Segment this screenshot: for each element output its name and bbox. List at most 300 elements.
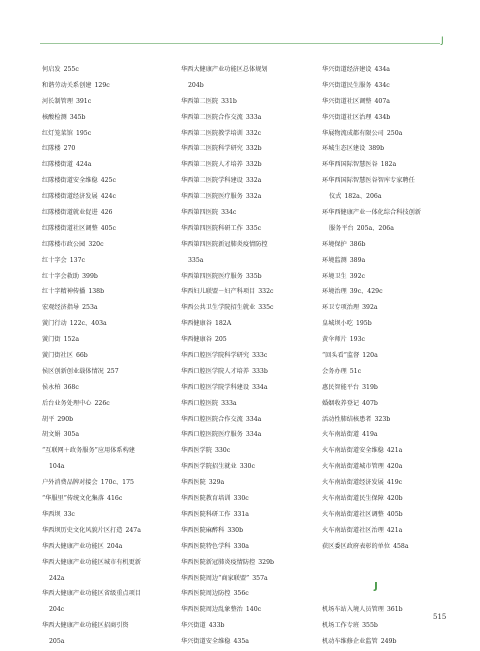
index-page-ref: 421a [386,447,403,455]
index-page-ref: 226c [94,399,110,407]
index-entry [322,62,450,78]
index-term: 黉门行动 [42,320,67,328]
index-page-ref: 330b [227,526,244,534]
index-term: 华西第四医院 [181,209,219,217]
index-entry [322,348,450,364]
index-term: 河长制管理 [42,97,73,105]
index-page-ref: 33c [63,510,75,518]
index-entry [181,491,316,507]
index-page-ref: 332a [245,177,262,185]
index-entry [181,443,316,459]
index-term: 红隊楼市政公园 [42,240,86,248]
index-term: 华兴街道 [181,622,206,630]
index-entry [322,253,450,269]
page-number: 515 [433,613,447,621]
index-term: 205a [49,638,65,646]
index-entry [181,316,316,332]
index-page-ref: 391c [75,97,92,105]
index-page-ref: 129c [94,81,110,89]
index-term: 环卫专项治理 [322,304,360,312]
index-term: 华西坝历史文化风貌片区打造 [42,526,123,534]
index-page-ref: 205 [214,336,227,344]
index-term: 华西口腔医院医疗服务 [181,431,243,439]
index-entry [42,94,174,110]
index-page-ref: 334a [245,415,262,423]
index-page-ref: 392a [362,304,378,312]
index-entry [181,412,316,428]
index-entry [42,110,174,126]
index-term: 红隊楼街道社区调整 [42,224,98,232]
index-term: 火车南站街道城市管理 [322,463,384,471]
index-entry [42,332,174,348]
index-term: 华西大健康产业功能区城市有机更新 [42,558,141,566]
index-term: 胡文娟 [42,431,61,439]
index-entry [322,618,450,634]
index-page-ref: 424c [100,193,116,201]
index-page-ref: 335c [245,224,262,232]
index-term: 红灯笼菜馆 [42,129,73,137]
index-term: 环境治理 [322,288,347,296]
index-term: 204b [188,81,204,89]
index-term: 华西医院周边乱象整治 [181,606,243,614]
index-entry [42,300,174,316]
index-entry [322,507,450,523]
index-entry [181,571,316,587]
index-page-ref: 330c [239,463,255,471]
index-page-ref: 389b [368,145,385,153]
index-entry [181,269,316,285]
index-term: “华服里”传统文化集落 [42,495,105,503]
index-term: 环城生态区建设 [322,145,366,153]
index-entry [322,364,450,380]
index-entry [322,491,450,507]
index-entry [322,221,450,237]
index-page-ref: 421a [386,526,403,534]
index-page-ref: 333a [245,113,262,121]
index-page-ref: 424a [75,161,92,169]
index-entry [181,555,316,571]
index-page-ref: 389a [349,256,366,264]
index-term: 华兴街道社区治理 [322,113,372,121]
index-entry [181,237,316,253]
index-term: 火车南站街道民生保障 [322,495,384,503]
index-term: 核酸检测 [42,113,67,121]
index-entry [181,380,316,396]
index-column-1 [42,62,174,650]
index-entry [42,443,174,459]
index-entry [181,427,316,443]
index-term: 华西口腔医学院学科建设 [181,383,250,391]
index-entry [42,364,174,380]
index-entry [322,316,450,332]
index-term: 会务办理 [322,367,347,375]
index-term: 华西坝 [42,510,61,518]
index-page-ref: 345b [69,113,86,121]
index-term: 和谐劳动关系创建 [42,81,92,89]
index-term: 红隊楼街道安全维稳 [42,177,98,185]
index-term: 华西医院周边防控 [181,590,231,598]
index-entry [181,221,316,237]
index-page-ref: 247a [125,526,141,534]
index-page-ref: 405c [100,224,116,232]
index-page-ref: 407b [362,399,378,407]
index-entry [322,380,450,396]
index-page-ref: 420b [386,495,403,503]
index-term: 华兴街道安全维稳 [181,638,231,646]
index-term: 242a [49,574,65,582]
index-entry [181,364,316,380]
index-page-ref: 290b [57,415,74,423]
index-entry [42,586,174,602]
index-term: 华西口腔医学院人才培养 [181,367,250,375]
index-page-ref: 255c [63,66,79,73]
index-entry [181,94,316,110]
index-page-ref: 458a [393,542,409,550]
index-entry [42,348,174,364]
index-term: 红隊楼 [42,145,61,153]
index-entry [181,253,316,269]
index-entry [322,189,450,205]
index-entry [322,634,450,650]
index-page-ref: 361b [386,606,403,614]
index-term: 华西医院新冠肺炎疫情防控 [181,558,256,566]
index-term: 皇城坝小吃 [322,320,353,328]
index-term: 黄伞师片 [322,336,347,344]
index-entry [322,94,450,110]
index-term: 户外消费品牌对接会 [42,479,98,487]
index-page-ref: 120a [362,352,378,360]
index-term: 104a [49,463,65,471]
index-entry [42,475,174,491]
index-page-ref: 368c [63,383,79,391]
index-page-ref: 330a [233,542,249,550]
index-term: 华西健康谷 [181,320,212,328]
index-term: 环境保护 [322,240,347,248]
index-page-ref: 330c [233,495,249,503]
index-page-ref: 182A [214,320,232,328]
index-page-ref: 195c [75,129,92,137]
index-page-ref: 257 [106,367,119,375]
index-term: 华西妇儿联盟－妇产科项目 [181,288,256,296]
index-entry [322,475,450,491]
index-term: 华西医院教育培训 [181,495,231,503]
index-entry [42,205,174,221]
index-entry [181,300,316,316]
index-entry [322,443,450,459]
index-entry [181,141,316,157]
index-page-ref: 323b [374,415,391,423]
index-entry [42,380,174,396]
index-entry [181,618,316,634]
index-entry [42,412,174,428]
index-term: 红十字精神传播 [42,288,86,296]
index-term: 宏观经济指导 [42,304,80,312]
index-page-ref: 407a [374,97,390,105]
index-term: 黉门街社区 [42,352,73,360]
index-term: 华西第四医院科研工作 [181,224,243,232]
index-term: 红隊楼街道经济发展 [42,193,98,201]
index-entry [322,269,450,285]
index-entry [181,348,316,364]
index-entry [322,523,450,539]
index-page-ref: 250a [386,129,403,137]
index-page-ref: 333a [221,399,237,407]
index-entry [42,539,174,555]
index-entry [322,459,450,475]
index-term: 火车南站街道社区治理 [322,526,384,534]
index-page-ref: 195b [355,320,372,328]
index-term: 华西医院麻醉科 [181,526,225,534]
index-page-ref: 334a [245,431,262,439]
index-entry [322,332,450,348]
index-page-ref: 205a、206a [356,224,394,232]
index-entry [181,78,316,94]
index-term: 335a [188,256,204,264]
index-entry [181,634,316,650]
index-term: 华西第二医院医疗服务 [181,193,243,201]
index-entry [42,62,174,78]
index-term: 华西口腔医院合作交流 [181,415,243,423]
index-page-ref: 137c [69,256,86,264]
index-term: 侯区创新创业载体情况 [42,367,104,375]
index-page-ref: 434b [374,113,391,121]
index-term: 华西第二医院科学研究 [181,145,243,153]
index-page-ref: 435a [233,638,249,646]
index-entry [322,173,450,189]
index-entry [322,539,450,555]
index-page-ref: 66b [75,352,88,360]
index-entry [42,507,174,523]
index-page-ref: 332b [245,161,262,169]
index-entry [181,62,316,78]
index-page-ref: 356c [233,590,249,598]
index-entry [322,110,450,126]
index-entry [181,173,316,189]
index-term: 火车南站街道 [322,431,360,439]
index-page-ref: 419c [386,479,403,487]
index-page-ref: 357a [252,574,268,582]
header-section-letter: J [441,36,444,46]
index-term: 黉门街 [42,336,61,344]
section-letter-j: J [374,580,378,592]
index-term: 华西医学院 [181,447,212,455]
index-entry [322,205,450,221]
index-term: 环华西国际智慧医谷 [322,161,378,169]
index-page-ref: 319b [362,383,378,391]
index-entry [181,523,316,539]
index-entry [322,396,450,412]
index-term: 华西第二医院教学培训 [181,129,243,137]
index-entry [181,284,316,300]
index-term: 华展物流成都有限公司 [322,129,384,137]
index-page-ref: 416c [107,495,123,503]
index-entry [181,189,316,205]
index-entry [42,396,174,412]
index-term: 华西医院特色学科 [181,542,231,550]
index-entry [42,602,174,618]
index-entry [181,459,316,475]
index-page-ref: 426 [100,209,113,217]
index-page-ref: 193c [349,336,366,344]
index-entry [181,539,316,555]
index-entry [42,571,174,587]
index-term: 华西大健康产业功能区 [42,542,104,550]
index-entry [322,141,450,157]
index-term: 华西医院 [181,479,206,487]
index-term: 机动车维修企业监管 [322,638,378,646]
index-term: 华西第二医院学科建设 [181,177,243,185]
index-page-ref: 334a [252,383,268,391]
index-term: 机场车站入境人员管理 [322,606,384,614]
index-entry [42,78,174,94]
index-page-ref: 399b [82,272,98,280]
index-entry [181,396,316,412]
index-term: 华兴街道经济建设 [322,66,372,73]
index-page-ref: 305a [63,431,80,439]
index-entry [181,126,316,142]
index-entry [42,634,174,650]
index-term: 婚姻收养登记 [322,399,360,407]
index-page-ref: 434c [374,81,390,89]
index-entry [42,221,174,237]
index-term: 华西第四医院新冠肺炎疫情防控 [181,240,268,248]
index-page-ref: 355b [362,622,378,630]
index-term: 华西第二医院合作交流 [181,113,243,121]
index-term: 侯永柏 [42,383,61,391]
index-entry [42,253,174,269]
index-page-ref: 335c [258,304,274,312]
index-entry [322,78,450,94]
index-term: 华西第二医院人才培养 [181,161,243,169]
index-entry [42,141,174,157]
index-entry [42,427,174,443]
index-page-ref: 253a [82,304,98,312]
index-page-ref: 334c [221,209,237,217]
index-entry [42,618,174,634]
index-entry [322,157,450,173]
index-entry [322,300,450,316]
index-page-ref: 122c、403a [69,320,107,328]
index-term: 火车南站街道经济发展 [322,479,384,487]
index-term: 机场工作专班 [322,622,360,630]
index-page-ref: 51c [349,367,362,375]
header-rule [40,43,440,44]
index-term: 204c [49,606,65,614]
index-term: 环境卫生 [322,272,347,280]
index-entry [42,284,174,300]
index-entry [322,412,450,428]
section-spacer [322,555,450,571]
index-entry [322,284,450,300]
index-term: 华西健康谷 [181,336,212,344]
index-page-ref: 420a [386,463,403,471]
index-entry [42,189,174,205]
index-entry [42,316,174,332]
index-term: 红隊楼街道就业促进 [42,209,98,217]
index-entry [181,475,316,491]
index-entry [42,555,174,571]
index-term: 华兴街道社区调整 [322,97,372,105]
index-page-ref: 419a [362,431,378,439]
index-page-ref: 434a [374,66,390,73]
index-page-ref: 140c [245,606,262,614]
index-term: 华西医院周边“商家联盟” [181,574,250,582]
index-entry [181,507,316,523]
index-term: “互联网＋政务服务”应用体系构建 [42,447,135,455]
index-page-ref: 331b [221,97,237,105]
index-page-ref: 152a [63,336,80,344]
index-term: 何启发 [42,66,61,73]
index-page-ref: 249b [380,638,397,646]
index-column-2 [181,62,316,650]
index-term: 红隊楼街道 [42,161,73,169]
index-entry [42,491,174,507]
index-page-ref: 386b [349,240,366,248]
index-term: 后台业务处理中心 [42,399,92,407]
index-page-ref: 204a [106,542,123,550]
index-term: 惠民智能平台 [322,383,360,391]
index-term: 华西口腔医学院科学研究 [181,352,250,360]
index-page-ref: 270 [63,145,76,153]
index-term: “回头看”监督 [322,352,360,360]
index-page-ref: 182a、206a [344,193,382,201]
index-entry [42,459,174,475]
index-entry [42,237,174,253]
index-term: 服务平台 [329,224,354,232]
index-page-ref: 333c [252,352,268,360]
index-entry [181,205,316,221]
index-column-3 [322,62,450,650]
index-entry [322,237,450,253]
index-page-ref: 332c [245,129,262,137]
index-page-ref: 333b [252,367,268,375]
index-term: 火车南站街道社区调整 [322,510,384,518]
index-page-ref: 138b [88,288,105,296]
index-page-ref: 425c [100,177,116,185]
index-entry [181,157,316,173]
index-entry [181,586,316,602]
index-term: 环境监测 [322,256,347,264]
index-entry [181,110,316,126]
index-page-ref: 329b [258,558,275,566]
index-entry [42,173,174,189]
index-entry [181,602,316,618]
index-page-ref: 335b [245,272,262,280]
index-term: 华兴街道民生服务 [322,81,372,89]
index-term: 环华西国际智慧医谷智库专家聘任 [322,177,415,185]
index-entry [181,332,316,348]
index-term: 华西大健康产业功能区总体规划 [181,66,268,73]
index-page-ref: 182a [380,161,397,169]
index-term: 华西口腔医院 [181,399,219,407]
index-term: 获区委区政府表彰的单位 [322,542,391,550]
index-term: 华西医学院招生就业 [181,463,237,471]
index-term: 华西第二医院 [181,97,219,105]
index-page-ref: 330c [214,447,231,455]
index-entry [322,427,450,443]
index-term: 红十字会 [42,256,67,264]
index-term: 环华西健康产业一体化综合科技创新 [322,209,421,217]
index-entry [322,602,450,618]
index-entry [42,269,174,285]
index-page-ref: 320c [88,240,104,248]
index-entry [42,523,174,539]
index-term: 华西大健康产业功能区省级重点项目 [42,590,141,598]
index-page-ref: 39c、429c [349,288,383,296]
index-page-ref: 332b [245,145,262,153]
index-term: 华西第四医院医疗服务 [181,272,243,280]
index-page-ref: 170c、175 [100,479,134,487]
